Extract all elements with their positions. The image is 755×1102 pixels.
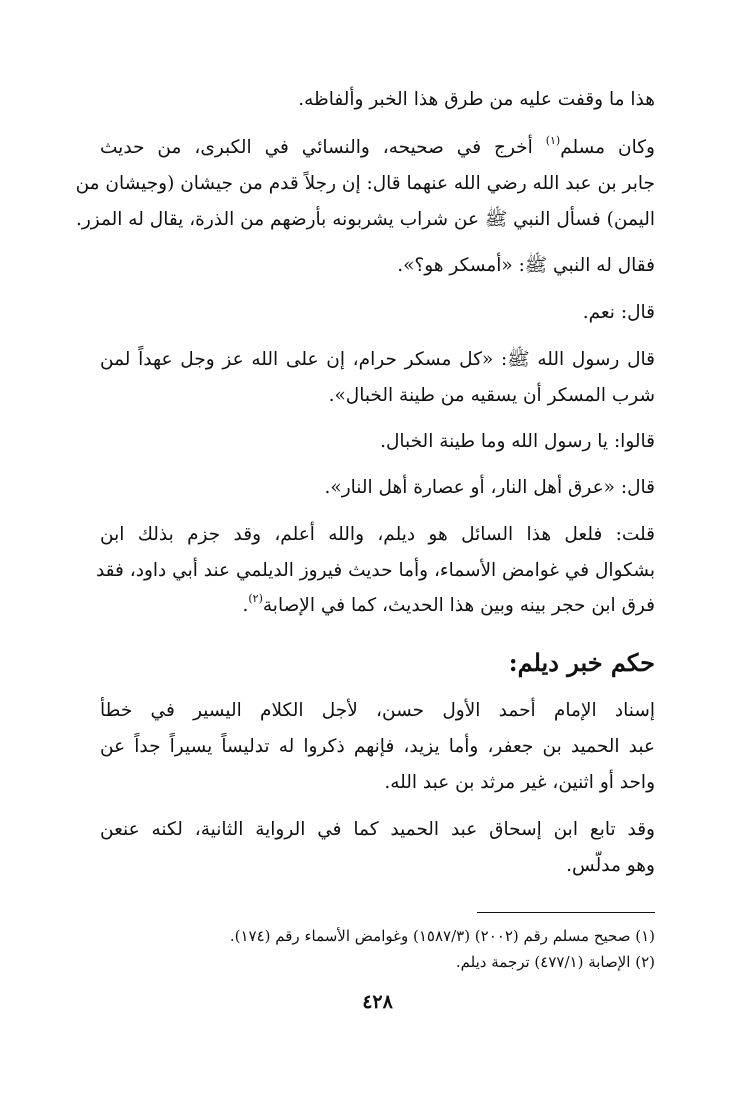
text-line: قال: «عرق أهل النار، أو عصارة أهل النار». — [324, 477, 655, 498]
footnote: (١) صحيح مسلم رقم (٢٠٠٢) (١٥٨٧/٣) وغوامض الأسماء رقم (١٧٤). — [229, 927, 655, 945]
text-line: عبد الحميد بن جعفر، وأما يزيد، فإنهم ذكروا له تدليساً يسيراً جداً عن — [100, 736, 655, 757]
text-line: اليمن) فسأل النبي ﷺ عن شراب يشربونه بأرضهم من الذرة، يقال له المزر. — [75, 209, 655, 230]
text-line: جابر بن عبد الله رضي الله عنهما قال: إن رجلاً قدم من جيشان (وجيشان من — [75, 173, 655, 194]
text-line: واحد أو اثنين، غير مرثد بن عبد الله. — [384, 772, 655, 793]
text-line: هذا ما وقفت عليه من طرق هذا الخبر وألفاظه. — [298, 89, 655, 110]
text-line: إسناد الإمام أحمد الأول حسن، لأجل الكلام اليسير في خطأ — [100, 700, 655, 721]
text-line: قلت: فلعل هذا السائل هو ديلم، والله أعلم، وقد جزم بذلك ابن — [100, 524, 655, 545]
text-fragment: فرق ابن حجر بينه وبين هذا الحديث، كما في الإصابة — [262, 595, 655, 616]
footnote-marker[interactable]: (٢) — [248, 592, 263, 605]
text-line: وقد تابع ابن إسحاق عبد الحميد كما في الرواية الثانية، لكنه عنعن — [100, 819, 655, 840]
text-line: بشكوال في غوامض الأسماء، وأما حديث فيروز الديلمي عند أبي داود، فقد — [95, 560, 655, 581]
footnote-marker[interactable]: (١) — [545, 134, 561, 147]
footnote: (٢) الإصابة (٤٧٧/١) ترجمة ديلم. — [455, 953, 655, 971]
text-line — [100, 130, 655, 166]
text-line: وهو مدلّس. — [566, 855, 655, 876]
section-heading: حكم خبر ديلم: — [508, 648, 655, 677]
text-line: قال رسول الله ﷺ: «كل مسكر حرام، إن على الله عز وجل عهداً لمن — [100, 349, 655, 370]
page-number: ٤٢٨ — [362, 991, 393, 1013]
text-fragment: وكان مسلم — [560, 137, 655, 158]
text-line: قالوا: يا رسول الله وما طينة الخبال. — [380, 431, 655, 452]
text-fragment: أخرج في صحيحه، والنسائي في الكبرى، من حديث — [100, 137, 546, 158]
text-line: شرب المسكر أن يسقيه من طينة الخبال». — [328, 385, 655, 406]
text-line: قال: نعم. — [582, 302, 655, 323]
footnote-divider — [477, 912, 655, 913]
text-line: فقال له النبي ﷺ: «أمسكر هو؟». — [397, 255, 655, 276]
text-fragment: . — [242, 595, 249, 616]
text-line — [100, 588, 655, 624]
